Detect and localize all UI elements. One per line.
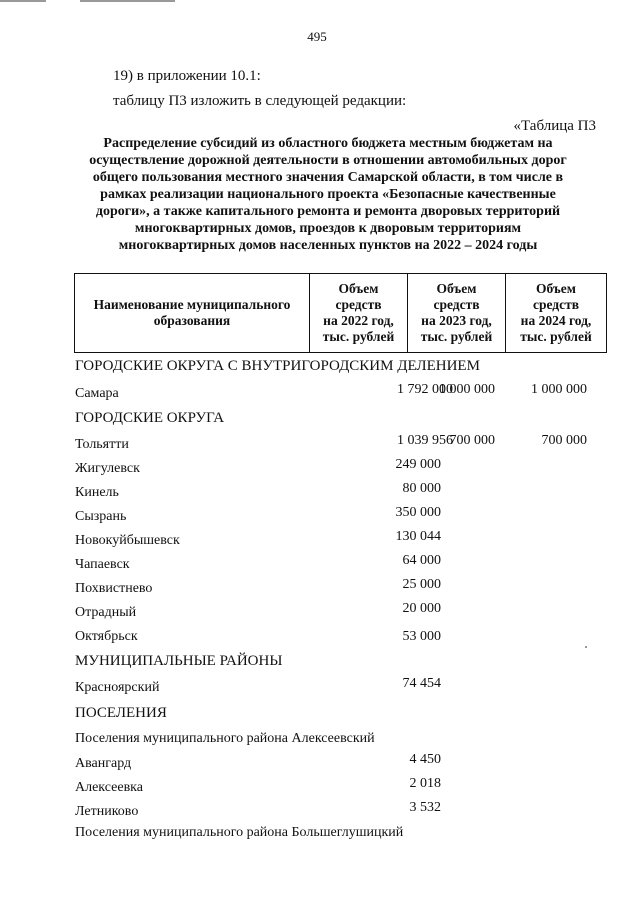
- title-line: дороги», а также капитального ремонта и ремонта дворовых территорий: [95, 204, 561, 219]
- row-name: Чапаевск: [75, 557, 130, 572]
- value-2022: 74 454: [402, 676, 441, 691]
- title-line: рамках реализации национального проекта «Безопасные качественные: [100, 187, 556, 202]
- row-name: Новокуйбышевск: [75, 533, 180, 548]
- value-2022: 1 039 956: [397, 433, 453, 448]
- table-row: [75, 481, 600, 505]
- table-row: [75, 382, 600, 406]
- row-name: Сызрань: [75, 509, 127, 524]
- row-name: Кинель: [75, 485, 119, 500]
- section-heading: МУНИЦИПАЛЬНЫЕ РАЙОНЫ: [75, 653, 283, 669]
- table-row: [75, 529, 600, 553]
- scan-edge-line: [80, 0, 175, 2]
- page-number: 495: [307, 29, 327, 44]
- row-name: Жигулевск: [75, 461, 140, 476]
- table-row: [75, 601, 600, 625]
- table-caption: «Таблица П3: [513, 118, 596, 134]
- column-header-2024: Объем средств на 2024 год, тыс. рублей: [506, 274, 607, 353]
- table-row: [75, 776, 600, 800]
- section-heading: ГОРОДСКИЕ ОКРУГА С ВНУТРИГОРОДСКИМ ДЕЛЕНИЕМ: [75, 358, 480, 374]
- row-name: Похвистнево: [75, 581, 153, 596]
- value-2022: 4 450: [409, 752, 441, 767]
- table-row: [75, 553, 600, 577]
- intro-line-1: 19) в приложении 10.1:: [113, 68, 261, 84]
- row-name: Самара: [75, 386, 119, 401]
- intro-line-2: таблицу П3 изложить в следующей редакции:: [113, 93, 407, 109]
- title-line: многоквартирных домов, проездов к дворовым территориям: [134, 221, 522, 236]
- table-row: [75, 752, 600, 776]
- scan-edge-line: [0, 0, 46, 2]
- title-line: осуществление дорожной деятельности в отношении автомобильных дорог: [89, 153, 567, 168]
- row-name: Летниково: [75, 804, 139, 819]
- table-row: [75, 800, 600, 824]
- column-header-2023: Объем средств на 2023 год, тыс. рублей: [408, 274, 506, 353]
- table-row: [75, 629, 600, 649]
- value-2022: 64 000: [402, 553, 441, 568]
- value-2022: 3 532: [409, 800, 441, 815]
- value-2024: 700 000: [541, 433, 587, 448]
- value-2022: 53 000: [402, 629, 441, 644]
- section-heading: ПОСЕЛЕНИЯ: [75, 705, 167, 721]
- row-name: Тольятти: [75, 437, 129, 452]
- value-2022: 80 000: [402, 481, 441, 496]
- value-2022: 1 792 000: [397, 382, 453, 397]
- value-2023: 700 000: [449, 433, 495, 448]
- row-name: Авангард: [75, 756, 132, 771]
- row-name: Отрадный: [75, 605, 137, 620]
- row-name: Алексеевка: [75, 780, 143, 795]
- row-name: Октябрьск: [75, 629, 138, 644]
- table-row: [75, 433, 600, 457]
- value-2022: 249 000: [395, 457, 441, 472]
- table-row: [75, 577, 600, 601]
- value-2022: 130 044: [395, 529, 441, 544]
- value-2022: 350 000: [395, 505, 441, 520]
- subsection-heading: Поселения муниципального района Алексеевский: [75, 731, 375, 746]
- title-line: общего пользования местного значения Самарской области, в том числе в: [92, 170, 564, 185]
- scan-speck: [585, 646, 587, 648]
- subsection-heading: Поселения муниципального района Большеглушицкий: [75, 825, 404, 840]
- title-line: многоквартирных домов населенных пунктов на 2022 – 2024 годы: [118, 238, 538, 253]
- table-row: [75, 457, 600, 481]
- table-header: [74, 273, 607, 353]
- title-line: Распределение субсидий из областного бюджета местным бюджетам на: [103, 136, 553, 151]
- value-2023: 1 000 000: [439, 382, 495, 397]
- column-header-name: Наименование муниципального образования: [75, 274, 310, 353]
- row-name: Красноярский: [75, 680, 160, 695]
- value-2022: 2 018: [409, 776, 441, 791]
- table-row: [75, 676, 600, 700]
- value-2022: 25 000: [402, 577, 441, 592]
- table-row: [75, 505, 600, 529]
- value-2022: 20 000: [402, 601, 441, 616]
- document-title: [62, 135, 594, 254]
- value-2024: 1 000 000: [531, 382, 587, 397]
- section-heading: ГОРОДСКИЕ ОКРУГА: [75, 410, 225, 426]
- column-header-2022: Объем средств на 2022 год, тыс. рублей: [310, 274, 408, 353]
